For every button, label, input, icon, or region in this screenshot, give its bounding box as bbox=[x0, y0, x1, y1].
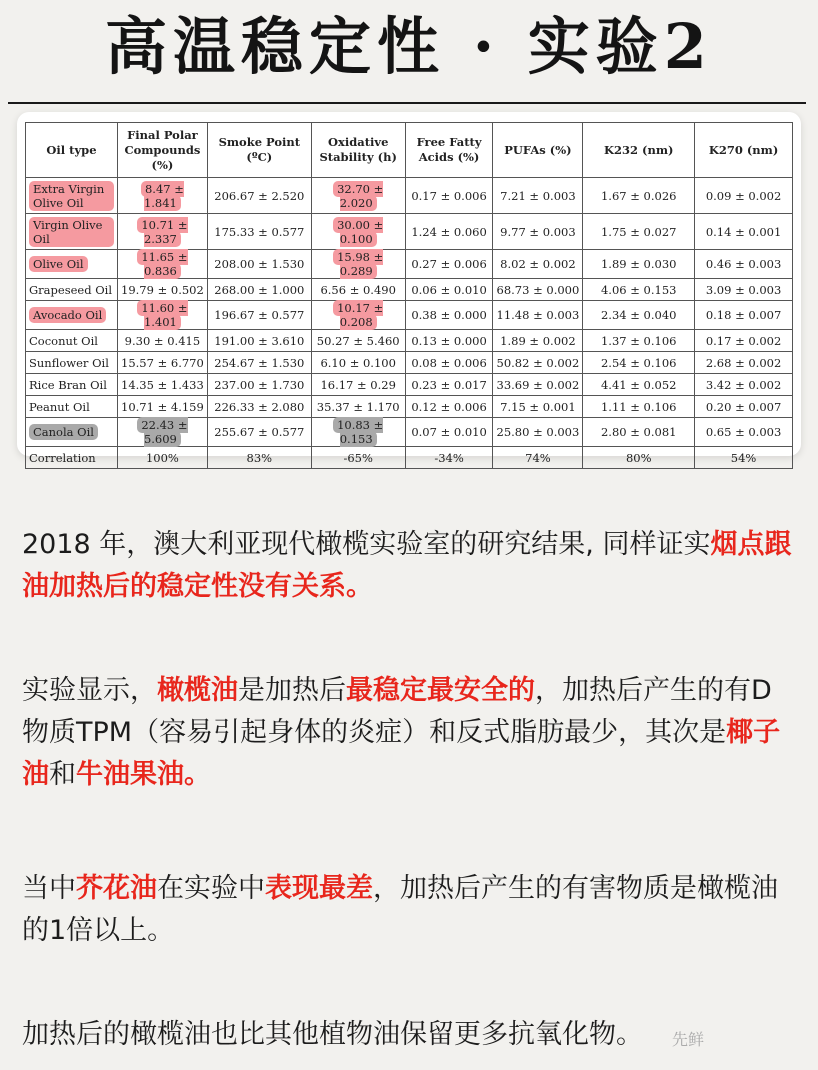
ffa-cell: 0.08 ± 0.006 bbox=[405, 352, 493, 374]
pufa-cell: 50.82 ± 0.002 bbox=[493, 352, 583, 374]
smoke-point-cell: 237.00 ± 1.730 bbox=[207, 374, 311, 396]
k232-cell: 2.54 ± 0.106 bbox=[583, 352, 695, 374]
k232-cell: 4.06 ± 0.153 bbox=[583, 279, 695, 301]
ffa-cell: 0.23 ± 0.017 bbox=[405, 374, 493, 396]
k270-cell: 3.09 ± 0.003 bbox=[695, 279, 793, 301]
table-row bbox=[26, 279, 793, 301]
oxidative-cell: 15.98 ± 0.289 bbox=[333, 249, 383, 279]
paragraph-2-text-c: 是加热后 bbox=[238, 675, 346, 706]
smoke-point-cell: 208.00 ± 1.530 bbox=[207, 250, 311, 279]
fpc-cell: 10.71 ± 2.337 bbox=[137, 217, 187, 247]
k270-cell: 2.68 ± 0.002 bbox=[695, 352, 793, 374]
table-row bbox=[26, 330, 793, 352]
fpc-cell: 100% bbox=[117, 447, 207, 469]
oil-type-cell: Correlation bbox=[26, 447, 118, 469]
k270-cell: 0.20 ± 0.007 bbox=[695, 396, 793, 418]
smoke-point-cell: 254.67 ± 1.530 bbox=[207, 352, 311, 374]
fpc-cell: 9.30 ± 0.415 bbox=[117, 330, 207, 352]
ffa-cell: 0.12 ± 0.006 bbox=[405, 396, 493, 418]
smoke-point-cell: 175.33 ± 0.577 bbox=[207, 214, 311, 250]
ffa-cell: 0.38 ± 0.000 bbox=[405, 301, 493, 330]
k270-cell: 3.42 ± 0.002 bbox=[695, 374, 793, 396]
oxidative-cell: 16.17 ± 0.29 bbox=[311, 374, 405, 396]
table-row bbox=[26, 352, 793, 374]
table-row bbox=[26, 374, 793, 396]
smoke-point-cell: 83% bbox=[207, 447, 311, 469]
paragraph-2-highlight-avocado: 牛油果油。 bbox=[76, 759, 211, 790]
header-free-fatty-acids: Free Fatty Acids (%) bbox=[405, 123, 493, 178]
smoke-point-cell: 226.33 ± 2.080 bbox=[207, 396, 311, 418]
pufa-cell: 25.80 ± 0.003 bbox=[493, 418, 583, 447]
k270-cell: 0.65 ± 0.003 bbox=[695, 418, 793, 447]
header-smoke-point: Smoke Point (ºC) bbox=[207, 123, 311, 178]
table-row bbox=[26, 418, 793, 447]
oil-type-cell: Grapeseed Oil bbox=[26, 279, 118, 301]
pufa-cell: 74% bbox=[493, 447, 583, 469]
paragraph-4-text: 加热后的橄榄油也比其他植物油保留更多抗氧化物。 bbox=[22, 1019, 643, 1050]
fpc-cell: 11.60 ± 1.401 bbox=[137, 300, 187, 330]
paragraph-3-text-c: 在实验中 bbox=[157, 873, 265, 904]
smoke-point-cell: 191.00 ± 3.610 bbox=[207, 330, 311, 352]
paragraph-2 bbox=[22, 670, 802, 796]
page-title: 高温稳定性 · 实验2 bbox=[105, 10, 713, 83]
k232-cell: 80% bbox=[583, 447, 695, 469]
paragraph-3-text-e: ，加热后产生的有害物质是橄榄油的1倍以上。 bbox=[22, 873, 778, 946]
oil-type-cell: Olive Oil bbox=[29, 256, 88, 272]
table-card bbox=[17, 112, 801, 465]
pufa-cell: 1.89 ± 0.002 bbox=[493, 330, 583, 352]
k270-cell: 54% bbox=[695, 447, 793, 469]
oil-type-cell: Canola Oil bbox=[29, 424, 98, 440]
pufa-cell: 11.48 ± 0.003 bbox=[493, 301, 583, 330]
oil-type-cell: Sunflower Oil bbox=[26, 352, 118, 374]
k232-cell: 1.67 ± 0.026 bbox=[583, 178, 695, 214]
oxidative-cell: 6.56 ± 0.490 bbox=[311, 279, 405, 301]
pufa-cell: 7.21 ± 0.003 bbox=[493, 178, 583, 214]
oil-type-cell: Avocado Oil bbox=[29, 307, 106, 323]
smoke-point-cell: 196.67 ± 0.577 bbox=[207, 301, 311, 330]
ffa-cell: 0.06 ± 0.010 bbox=[405, 279, 493, 301]
table-row bbox=[26, 250, 793, 279]
ffa-cell: 0.27 ± 0.006 bbox=[405, 250, 493, 279]
table-row bbox=[26, 214, 793, 250]
oil-type-cell: Peanut Oil bbox=[26, 396, 118, 418]
paragraph-1 bbox=[22, 524, 802, 608]
k232-cell: 1.89 ± 0.030 bbox=[583, 250, 695, 279]
paragraph-2-text-a: 实验显示， bbox=[22, 675, 157, 706]
header-final-polar-compounds: Final Polar Compounds (%) bbox=[117, 123, 207, 178]
paragraph-3-highlight-canola: 芥花油 bbox=[76, 873, 157, 904]
oxidative-cell: -65% bbox=[311, 447, 405, 469]
table-row bbox=[26, 301, 793, 330]
fpc-cell: 14.35 ± 1.433 bbox=[117, 374, 207, 396]
ffa-cell: 1.24 ± 0.060 bbox=[405, 214, 493, 250]
oil-type-cell: Extra Virgin Olive Oil bbox=[29, 181, 114, 211]
ffa-cell: 0.13 ± 0.000 bbox=[405, 330, 493, 352]
header-pufas: PUFAs (%) bbox=[493, 123, 583, 178]
paragraph-2-highlight-coconut: 椰子油 bbox=[22, 717, 781, 790]
paragraph-2-text-g: 和 bbox=[49, 759, 76, 790]
fpc-cell: 8.47 ± 1.841 bbox=[141, 181, 184, 211]
ffa-cell: -34% bbox=[405, 447, 493, 469]
paragraph-3-highlight-worst: 表现最差 bbox=[265, 873, 373, 904]
fpc-cell: 22.43 ± 5.609 bbox=[137, 417, 187, 447]
oxidative-cell: 35.37 ± 1.170 bbox=[311, 396, 405, 418]
k232-cell: 2.80 ± 0.081 bbox=[583, 418, 695, 447]
fpc-cell: 10.71 ± 4.159 bbox=[117, 396, 207, 418]
oxidative-cell: 32.70 ± 2.020 bbox=[333, 181, 383, 211]
paragraph-2-highlight-safest: 最稳定最安全的 bbox=[346, 675, 535, 706]
k270-cell: 0.17 ± 0.002 bbox=[695, 330, 793, 352]
k270-cell: 0.09 ± 0.002 bbox=[695, 178, 793, 214]
header-oil-type: Oil type bbox=[26, 123, 118, 178]
k232-cell: 1.11 ± 0.106 bbox=[583, 396, 695, 418]
smoke-point-cell: 255.67 ± 0.577 bbox=[207, 418, 311, 447]
k232-cell: 2.34 ± 0.040 bbox=[583, 301, 695, 330]
paragraph-2-text-e: ，加热后产生的有D 物质TPM（容易引起身体的炎症）和反式脂肪最少，其次是 bbox=[22, 675, 772, 748]
table-header-row bbox=[26, 123, 793, 178]
smoke-point-cell: 268.00 ± 1.000 bbox=[207, 279, 311, 301]
oxidative-cell: 30.00 ± 0.100 bbox=[333, 217, 383, 247]
table-row bbox=[26, 178, 793, 214]
paragraph-3 bbox=[22, 868, 802, 952]
pufa-cell: 33.69 ± 0.002 bbox=[493, 374, 583, 396]
paragraph-3-text-a: 当中 bbox=[22, 873, 76, 904]
table-row bbox=[26, 396, 793, 418]
header-k232: K232 (nm) bbox=[583, 123, 695, 178]
k232-cell: 4.41 ± 0.052 bbox=[583, 374, 695, 396]
pufa-cell: 68.73 ± 0.000 bbox=[493, 279, 583, 301]
paragraph-1-text: 2018 年，澳大利亚现代橄榄实验室的研究结果, 同样证实 bbox=[22, 529, 711, 560]
oil-comparison-table bbox=[25, 122, 793, 469]
paragraph-1-highlight: 烟点跟油加热后的稳定性没有关系。 bbox=[22, 529, 792, 602]
oil-type-cell: Coconut Oil bbox=[26, 330, 118, 352]
header-k270: K270 (nm) bbox=[695, 123, 793, 178]
k232-cell: 1.75 ± 0.027 bbox=[583, 214, 695, 250]
pufa-cell: 8.02 ± 0.002 bbox=[493, 250, 583, 279]
oil-type-cell: Virgin Olive Oil bbox=[29, 217, 114, 247]
k270-cell: 0.46 ± 0.003 bbox=[695, 250, 793, 279]
pufa-cell: 9.77 ± 0.003 bbox=[493, 214, 583, 250]
fpc-cell: 15.57 ± 6.770 bbox=[117, 352, 207, 374]
fpc-cell: 11.65 ± 0.836 bbox=[137, 249, 187, 279]
k270-cell: 0.14 ± 0.001 bbox=[695, 214, 793, 250]
k232-cell: 1.37 ± 0.106 bbox=[583, 330, 695, 352]
oil-type-cell: Rice Bran Oil bbox=[26, 374, 118, 396]
paragraph-2-highlight-olive: 橄榄油 bbox=[157, 675, 238, 706]
correlation-row bbox=[26, 447, 793, 469]
watermark: 先鲜 bbox=[672, 1030, 705, 1049]
oxidative-cell: 6.10 ± 0.100 bbox=[311, 352, 405, 374]
oxidative-cell: 10.83 ± 0.153 bbox=[333, 417, 383, 447]
fpc-cell: 19.79 ± 0.502 bbox=[117, 279, 207, 301]
ffa-cell: 0.17 ± 0.006 bbox=[405, 178, 493, 214]
ffa-cell: 0.07 ± 0.010 bbox=[405, 418, 493, 447]
k270-cell: 0.18 ± 0.007 bbox=[695, 301, 793, 330]
header-oxidative-stability: Oxidative Stability (h) bbox=[311, 123, 405, 178]
title-divider bbox=[8, 102, 806, 104]
pufa-cell: 7.15 ± 0.001 bbox=[493, 396, 583, 418]
oxidative-cell: 10.17 ± 0.208 bbox=[333, 300, 383, 330]
smoke-point-cell: 206.67 ± 2.520 bbox=[207, 178, 311, 214]
oxidative-cell: 50.27 ± 5.460 bbox=[311, 330, 405, 352]
